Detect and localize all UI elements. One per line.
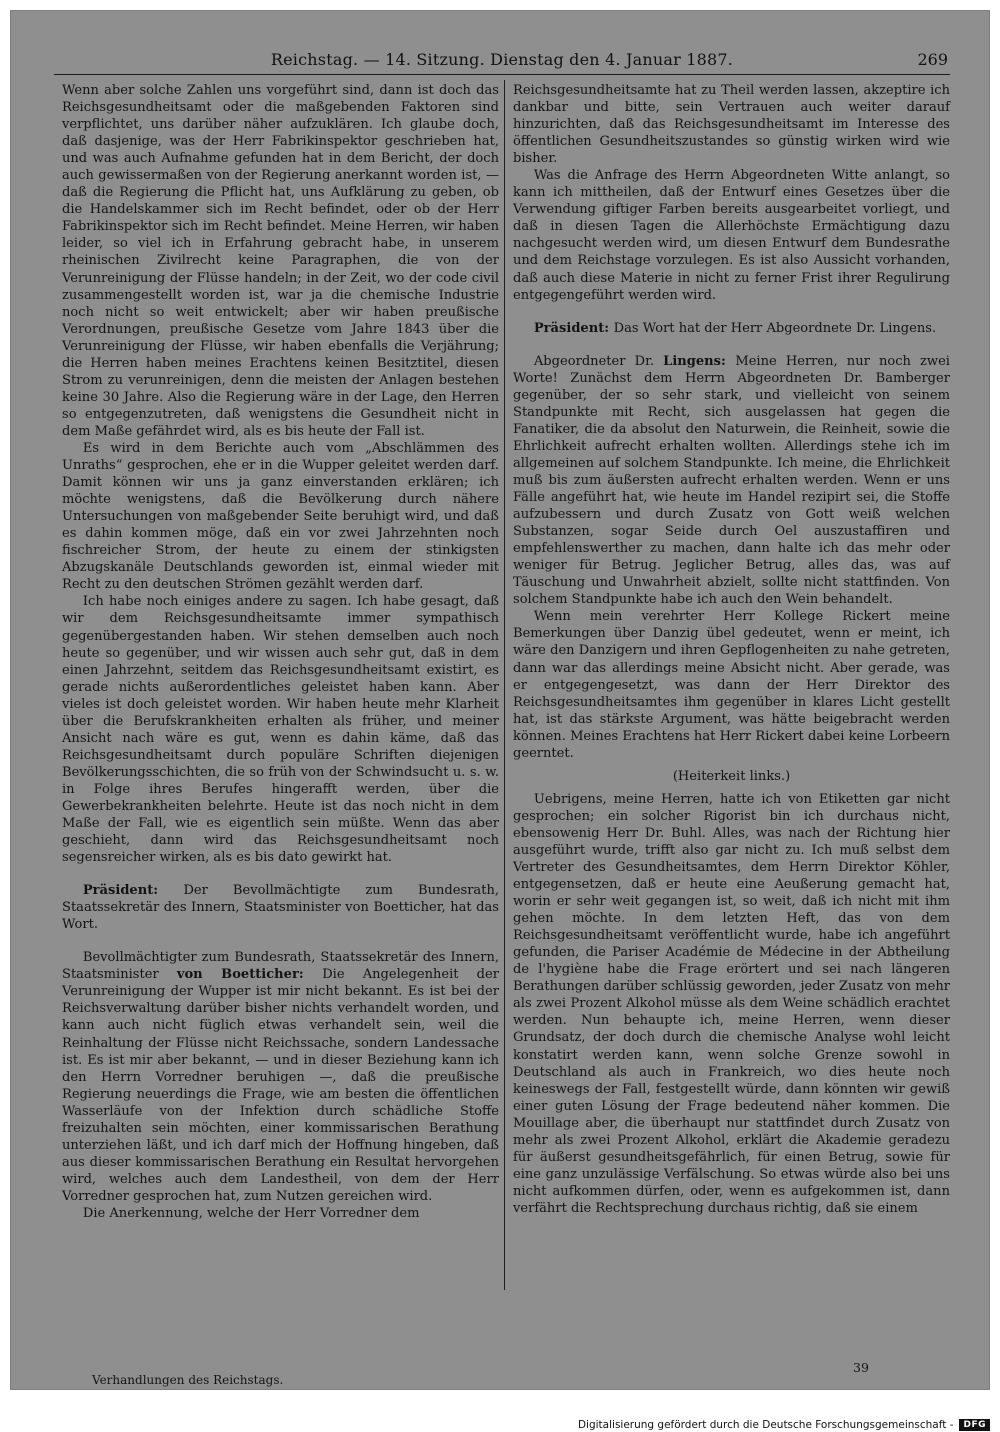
running-title: Reichstag. — 14. Sitzung. Dienstag den 4. Januar 1887.: [270, 50, 734, 69]
president-statement: [513, 320, 950, 337]
statement-text: Der Bevollmächtigte zum Bundesrath, Staatssekretär des Innern, Staatsminister von Boetticher, hat das Wort.: [62, 883, 499, 933]
speaker-label: Präsident:: [533, 320, 614, 336]
credit-text: Digitalisierung gefördert durch die Deutsche Forschungsgemeinschaft -: [577, 1419, 954, 1431]
footer-publication: Verhandlungen des Reichstags.: [92, 1373, 284, 1387]
speech-text: Meine Herren, nur noch zwei Worte! Zunächst dem Herrn Abgeordneten Dr. Bamberger gegenüber, der so sehr stark, und vielleicht von seinem Standpunkte mit Recht, sich ausgelassen hat gegen die Fanatiker, die da absolut den Naturwein, die Reinheit, sowie die Ehrlichkeit aufrecht erhalten wollten. Allerdings stehe ich im allgemeinen auf solchem Standpunkte. Ich meine, die Ehrlichkeit muß bis zum äußersten aufrecht erhalten werden. Wenn er uns Fälle angeführt hat, wie heute im Handel rezipirt sei, die Stoffe aufzubessern und durch Zusatz von Gott weiß welchen Substanzen, sogar Seide durch Oel auszustaffiren und empfehlenswerther zu machen, dann halte ich das mehr oder weniger für Betrug. Jeglicher Betrug, alles das, was auf Täuschung und Unwahrheit abzielt, sollte nicht stattfinden. Von solchem Standpunkte habe ich auch den Wein behandelt.: [513, 353, 950, 608]
speaker-name: Lingens:: [663, 353, 736, 369]
right-column: [513, 82, 950, 1217]
page-header: [54, 48, 950, 75]
paragraph: Was die Anfrage des Herrn Abgeordneten Witte anlangt, so kann ich mittheilen, daß der Entwurf eines Gesetzes über die Verwendung giftiger Farben bereits ausgearbeitet vorliegt, und daß in diesen Tagen die Allerhöchste Ermächtigung dazu nachgesucht werden wird, um diesen Entwurf dem Bundesrathe und dem Reichstage vorzulegen. Es ist also Aussicht vorhanden, daß auch diese Materie in nicht zu ferner Frist ihrer Regulirung entgegengeführt werden wird.: [513, 168, 950, 303]
dfg-logo-icon: DFG: [959, 1419, 990, 1431]
scanned-page: [10, 10, 990, 1390]
sheet-number: 39: [853, 1360, 869, 1375]
speaker-label: Präsident:: [82, 883, 184, 899]
paragraph: Reichsgesundheitsamte hat zu Theil werden lassen, akzeptire ich dankbar und bitte, sein Vertrauen auch weiter darauf hinzurichten, daß das Reichsgesundheitsamt im Interesse des öffentlichen Gesundheitszustandes so günstig wirken wird wie bisher.: [513, 83, 950, 167]
paragraph: Wenn aber solche Zahlen uns vorgeführt sind, dann ist doch das Reichsgesundheitsamt oder die maßgebenden Faktoren sind verpflichtet, uns darüber näher aufzuklären. Ich glaube doch, daß dasjenige, was der Herr Fabrikinspektor geschrieben hat, und was auch Aufnahme gefunden hat in dem Bericht, der doch auch gewissermaßen von der Regierung anerkannt worden ist, — daß die Regierung die Pflicht hat, uns Aufklärung zu geben, ob die Handelskammer sich im Recht befindet, oder ob der Herr Fabrikinspektor sich im Recht befindet. Meine Herren, wir haben leider, so viel ich in Erfahrung gebracht habe, in unserem rheinischen Zivilrecht keine Paragraphen, die von der Verunreinigung der Flüsse handeln; in der Zeit, wo der code civil zusammengestellt worden ist, war ja die chemische Industrie noch nicht so weit entwickelt; aber wir haben preußische Verordnungen, preußische Gesetze vom Jahre 1843 über die Verunreinigung der Flüsse, wir haben ebenfalls die Verjährung; die Herren haben meines Erachtens keinen Besitztitel, diesen Strom zu verunreinigen, denn die meisten der Anlagen bestehen keine 30 Jahre. Also die Regierung wäre in der Lage, den Herren so entgegenzutreten, daß wenigstens die Gesundheit nicht in dem Maße gefährdet wird, als es bis heute der Fall ist.: [62, 83, 499, 439]
president-statement: [62, 882, 499, 933]
paragraph: Die Anerkennung, welche der Herr Vorredner dem: [82, 1206, 420, 1221]
column-divider: [504, 80, 505, 1290]
left-column: [62, 82, 499, 1222]
speech-lingens: [513, 353, 950, 609]
speech-boetticher: [62, 949, 499, 1205]
statement-text: Das Wort hat der Herr Abgeordnete Dr. Lingens.: [613, 320, 937, 336]
paragraph: Uebrigens, meine Herren, hatte ich von Etiketten gar nicht gesprochen; ein solcher Rigorist bin ich durchaus nicht, ebensowenig Herr Dr. Buhl. Alles, was nach der Richtung hier ausgeführt wurde, trifft also gar nicht zu. Ich muß selbst dem Vertreter des Gesundheitsamtes, dem Herrn Direktor Köhler, entgegensetzen, daß er heute eine Aeußerung gemacht hat, worin er sehr weit gegangen ist, so weit, daß ich nicht mit ihm gehen möchte. In dem letzten Heft, das von dem Reichsgesundheitsamt veröffentlicht wurde, habe ich angeführt gefunden, die Pariser Académie de Médecine in der Abtheilung de l'hygiène habe die Frage erörtert und sei nach längeren Berathungen darüber schlüssig geworden, jeder Zusatz von mehr als zwei Prozent Alkohol müsse als dem Weine schädlich erachtet werden. Nun behaupte ich, meine Herren, wenn dieser Grundsatz, der doch durch die chemische Analyse wohl leicht konstatirt werden kann, wenn solche Grenze sowohl in Deutschland als auch in Frankreich, wo dies heute noch keineswegs der Fall, festgestellt würde, dann könnten wir gewiß einer guten Lösung der Frage bedeutend näher kommen. Die Mouillage aber, die überhaupt nur stattfindet durch Zusatz von mehr als zwei Prozent Alkohol, erklärt die Akademie geradezu für äußerst gesundheitsgefährlich, für einen Betrug, sowie für eine ganz unzulässige Verfälschung. So etwas würde also bei uns nicht aufkommen dürfen, oder, wenn es aufgekommen ist, dann verfährt die Rechtsprechung durchaus richtig, daß sie einem: [513, 791, 950, 1216]
paragraph: Wenn mein verehrter Herr Kollege Rickert meine Bemerkungen über Danzig übel gedeutet, wenn er meint, ich wäre den Danzigern und ihren Gepflogenheiten zu nahe getreten, dann war das allerdings meine Absicht nicht. Aber gerade, was er entgegengesetzt, was dann der Herr Direktor des Reichsgesundheitsamtes ihm gegenüber in klares Licht gestellt hat, ist das stärkste Argument, was hätte beigebracht werden können. Meines Erachtens hat Herr Rickert dabei keine Lorbeern geerntet.: [513, 609, 950, 761]
interjection: (Heiterkeit links.): [672, 768, 791, 784]
paragraph: Ich habe noch einiges andere zu sagen. Ich habe gesagt, daß wir dem Reichsgesundheitsamte immer sympathisch gegenübergestanden haben. Wir stehen demselben auch noch heute so gegenüber, und wir wissen auch sehr gut, daß in dem einen Jahrzehnt, seitdem das Reichsgesundheitsamt existirt, es gerade nichts außerordentliches geleistet haben kann. Aber vieles ist doch geleistet worden. Wir haben heute mehr Klarheit über die Berufskrankheiten erhalten als früher, und meiner Ansicht nach wäre es gut, wenn es dahin käme, daß das Reichsgesundheitsamt durch populäre Schriften diejenigen Bevölkerungsschichten, die so früh von der Schwindsucht u. s. w. in Folge ihres Berufes hingerafft werden, über die Gewerbekrankheiten belehrte. Heute ist das noch nicht in dem Maße der Fall, wie es eigentlich sein müßte. Wenn das aber geschieht, dann wird das Reichsgesundheitsamt noch segensreicher wirken, als es bis dato gewirkt hat.: [62, 594, 499, 866]
speaker-intro: Bevollmächtigter zum Bundesrath, Staatssekretär des Innern, Staatsminister: [62, 950, 499, 983]
speaker-intro: Abgeordneter Dr.: [533, 353, 664, 369]
speaker-name: von Boetticher:: [176, 967, 323, 983]
page-number: 269: [917, 50, 948, 69]
digitization-credit: [578, 1418, 990, 1432]
paragraph: Es wird in dem Berichte auch vom „Abschlämmen des Unraths“ gesprochen, ehe er in die Wupper geleitet werden darf. Damit können wir uns ja ganz einverstanden erklären; ich möchte wenigstens, daß die Bevölkerung durch nähere Untersuchungen von maßgebender Seite beruhigt wird, und daß es dahin kommen möge, daß ein vor zwei Jahrzehnten noch fischreicher Strom, der heute zu einem der stinkigsten Abzugskanäle Deutschlands geworden ist, einmal wieder mit Recht zu den deutschen Strömen gezählt werden darf.: [62, 440, 499, 593]
speech-text: Die Angelegenheit der Verunreinigung der Wupper ist mir nicht bekannt. Es ist bei der Reichsverwaltung darüber bisher nichts verhandelt worden, und kann auch nicht füglich etwas verhandelt sein, weil die Reinhaltung der Flüsse nicht Reichssache, sondern Landessache ist. Es ist mir aber bekannt, — und in dieser Beziehung kann ich den Herrn Vorredner beruhigen —, daß die preußische Regierung neuerdings die Frage, wie am besten die öffentlichen Wasserläufe von der Infektion durch schädliche Stoffe freizuhalten sein möchten, einer kommissarischen Berathung unterziehen läßt, und ich darf mich der Hoffnung hingeben, daß aus dieser kommissarischen Berathung ein Resultat hervorgehen wird, welches auch dem Landestheil, von dem der Herr Vorredner gesprochen hat, zum Nutzen gereichen wird.: [62, 967, 499, 1204]
